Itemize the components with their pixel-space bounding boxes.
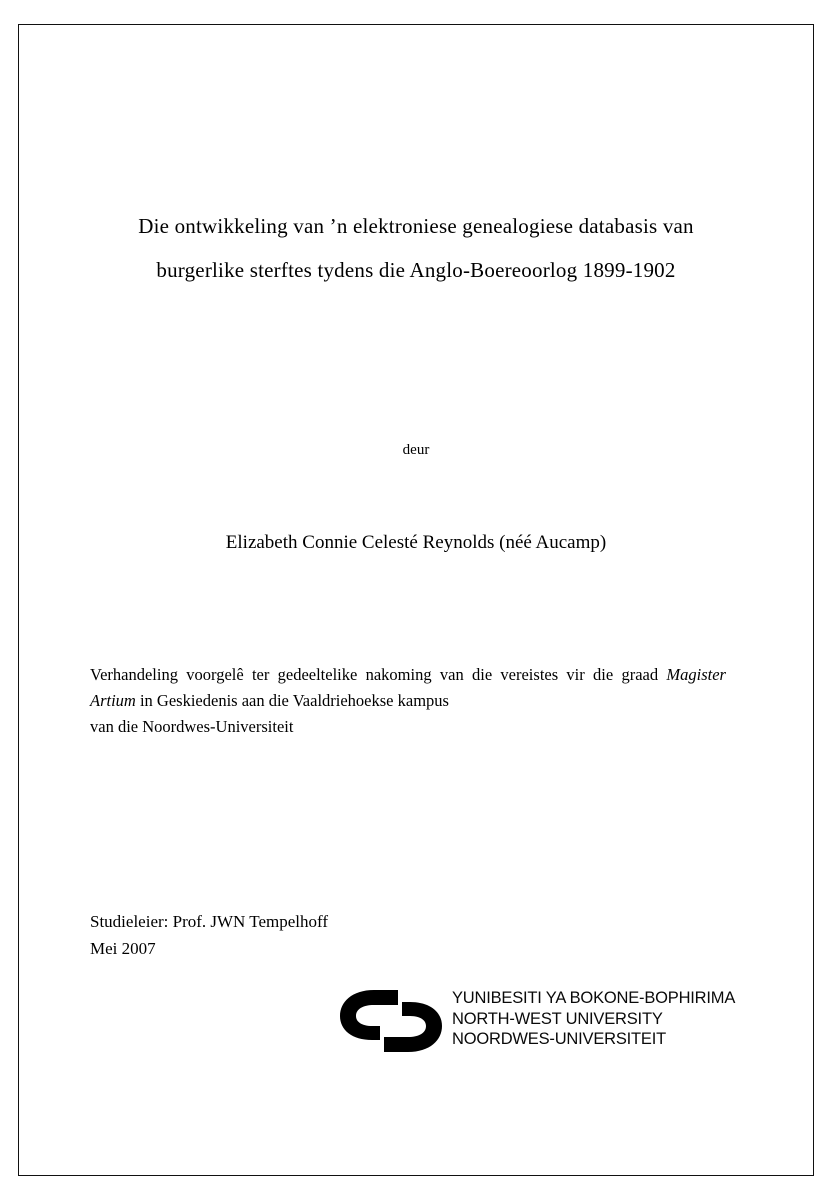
degree-statement-line-2-suffix: in Geskiedenis aan die Vaaldriehoekse kampus — [135, 691, 449, 710]
degree-statement-line-1: Verhandeling voorgelê ter gedeeltelike nakoming van die vereistes vir die — [90, 665, 614, 684]
logo-text-line-1: YUNIBESITI YA BOKONE-BOPHIRIMA — [452, 989, 736, 1007]
title-page-content — [88, 24, 744, 1176]
logo-text-line-2: NORTH-WEST UNIVERSITY — [452, 1009, 663, 1028]
title-line-2: burgerlike sterftes tydens die Anglo-Boereoorlog 1899-1902 — [156, 258, 676, 282]
author-name: Elizabeth Connie Celesté Reynolds (néé Aucamp) — [225, 532, 607, 553]
degree-statement-line-3: van die Noordwes-Universiteit — [90, 717, 294, 736]
degree-statement-line-2-prefix: graad — [621, 665, 667, 684]
title-line-1: Die ontwikkeling van ’n elektroniese genealogiese databasis van — [138, 214, 694, 238]
thesis-title — [88, 204, 744, 292]
nwu-logo-icon — [336, 988, 446, 1054]
logo-text-line-3: NOORDWES-UNIVERSITEIT — [452, 1030, 666, 1048]
university-logo-text — [452, 988, 735, 1050]
supervisor-line: Studieleier: Prof. JWN Tempelhoff — [90, 912, 329, 931]
by-label: deur — [402, 442, 430, 458]
university-logo — [256, 982, 736, 1060]
supervisor-block — [90, 908, 328, 962]
date-line: Mei 2007 — [90, 939, 156, 958]
degree-statement — [90, 662, 726, 740]
degree-name-italic: Magister Artium — [90, 665, 726, 710]
